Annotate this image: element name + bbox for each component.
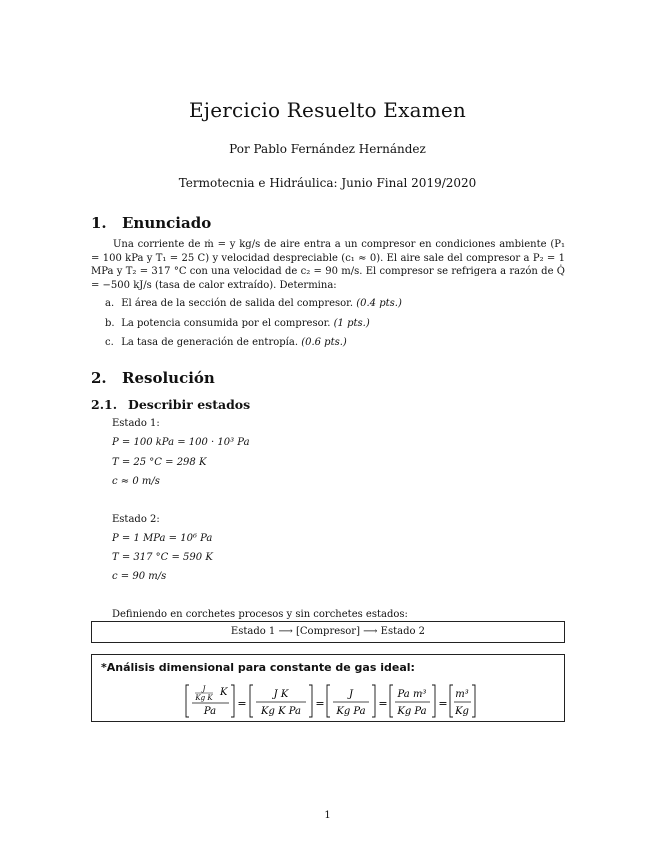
equals-sign: = (315, 697, 325, 710)
state2-pressure: P = 1 MPa = 10⁶ Pa (112, 533, 213, 544)
subsection-heading (91, 397, 250, 412)
term2-numerator: J K (273, 689, 289, 700)
k-symbol: K (220, 687, 228, 698)
dimensional-formula (92, 655, 564, 721)
item-points: (1 pts.) (333, 318, 370, 329)
list-item (105, 298, 402, 309)
bracket-term-5 (450, 685, 475, 717)
inner-numerator: J (202, 685, 206, 693)
pa-denominator: Pa (203, 706, 217, 717)
section-title: Resolución (122, 369, 215, 387)
subsection-title: Describir estados (128, 397, 251, 412)
list-item (105, 318, 370, 329)
problem-statement: Una corriente de ṁ = y kg/s de aire entra a un compresor en condiciones ambiente (P₁ = 100 kPa y T₁ = 25 C) y velocidad despreciable (c₁ ≈ 0). El aire sale del compresor a P₂ = 1 MPa y T₂ = 317 °C con una velocidad de c₂ = 90 m/s. El compresor se refrigera a razón de Q̇ = −500 kJ/s (tasa de calor extraído). Determina: (91, 239, 565, 291)
item-text: El área de la sección de salida del compresor. (121, 298, 354, 309)
equals-sign: = (438, 697, 448, 710)
bracket-term-3 (327, 685, 375, 717)
section-heading-enunciado (91, 214, 211, 232)
state1-pressure: P = 100 kPa = 100 · 10³ Pa (112, 437, 250, 448)
term3-denominator: Kg Pa (336, 706, 366, 717)
item-label: b. (105, 318, 115, 329)
equals-sign: = (237, 697, 247, 710)
state1-label: Estado 1: (112, 418, 160, 429)
bracket-term-1 (186, 685, 234, 717)
process-box: Estado 1 ⟶ [Compresor] ⟶ Estado 2 (91, 621, 565, 643)
term2-denominator: Kg K Pa (261, 706, 301, 717)
item-text: La potencia consumida por el compresor. (121, 318, 331, 329)
definition-note: Definiendo en corchetes procesos y sin corchetes estados: (112, 609, 408, 620)
section-number: 1. (91, 214, 107, 232)
author-line: Por Pablo Fernández Hernández (229, 142, 426, 156)
document-title: Ejercicio Resuelto Examen (189, 98, 466, 122)
section-heading-resolucion (91, 369, 215, 387)
term3-numerator: J (348, 689, 354, 700)
term5-numerator: m³ (455, 689, 469, 700)
state2-temperature: T = 317 °C = 590 K (112, 552, 213, 563)
list-item (105, 337, 347, 348)
item-text: La tasa de generación de entropía. (121, 337, 298, 348)
term5-denominator: Kg (455, 706, 469, 717)
page-number: 1 (324, 810, 331, 821)
dimensional-analysis-box (91, 654, 565, 722)
state1-velocity: c ≈ 0 m/s (112, 476, 160, 487)
inner-denominator: Kg K (195, 694, 213, 702)
section-number: 2. (91, 369, 107, 387)
course-line: Termotecnia e Hidráulica: Junio Final 2019/2020 (178, 176, 477, 190)
term4-denominator: Kg Pa (397, 706, 427, 717)
state2-velocity: c = 90 m/s (112, 571, 167, 582)
term4-numerator: Pa m³ (397, 689, 427, 700)
bracket-term-4 (390, 685, 435, 717)
section-title: Enunciado (122, 214, 212, 232)
state2-label: Estado 2: (112, 514, 160, 525)
state1-temperature: T = 25 °C = 298 K (112, 457, 207, 468)
item-points: (0.6 pts.) (301, 337, 347, 348)
item-label: c. (105, 337, 114, 348)
subsection-number: 2.1. (91, 397, 118, 412)
equals-sign: = (378, 697, 388, 710)
analysis-title: *Análisis dimensional para constante de gas ideal: (101, 661, 415, 674)
bracket-term-2 (250, 685, 312, 717)
item-points: (0.4 pts.) (356, 298, 402, 309)
item-label: a. (105, 298, 115, 309)
